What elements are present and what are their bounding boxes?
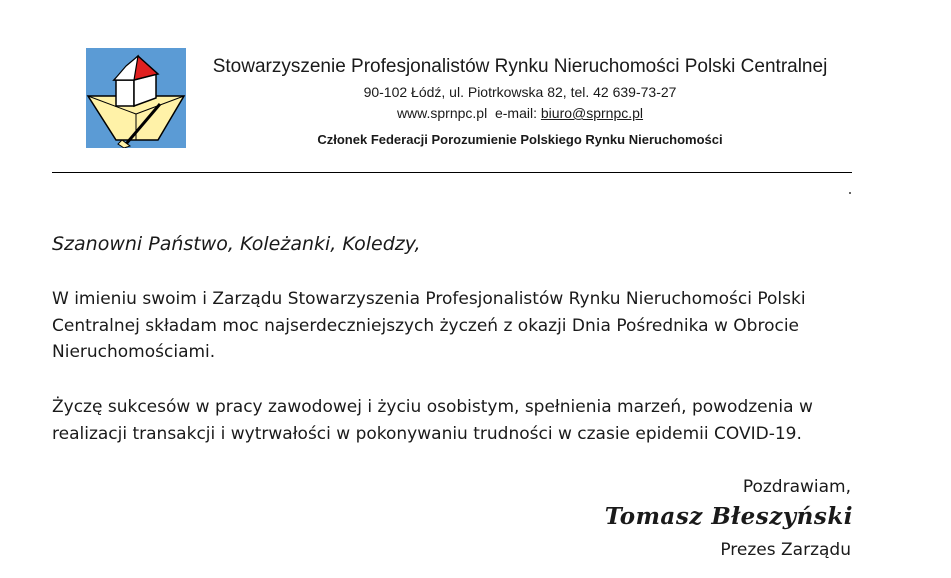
address: 90-102 Łódź, ul. Piotrkowska 82, tel. 42 639-73-27: [363, 84, 677, 100]
closing: Pozdrawiam,: [742, 477, 851, 497]
org-name: Stowarzyszenie Profesjonalistów Rynku Nieruchomości Polski Centralnej: [212, 56, 828, 77]
signature: Tomasz Błeszyński: [604, 503, 853, 530]
contact-line: [200, 105, 840, 121]
email-label: e-mail:: [494, 105, 537, 121]
logo: [86, 48, 186, 148]
membership-line: Członek Federacji Porozumienie Polskiego Rynku Nieruchomości: [317, 132, 723, 147]
greeting: Szanowni Państwo, Koleżanki, Koledzy,: [52, 233, 421, 255]
paragraph-2: Życzę sukcesów w pracy zawodowej i życiu osobistym, spełnienia marzeń, powodzenia w realizacji transakcji i wytrwałości w pokonywaniu trudności w czasie epidemii COVID-19.: [52, 397, 813, 444]
dot-mark: [849, 192, 851, 194]
header-divider: [52, 172, 852, 173]
signer-role: Prezes Zarządu: [720, 540, 851, 560]
paragraph-1: W imieniu swoim i Zarządu Stowarzyszenia Profesjonalistów Rynku Nieruchomości Polski Centralnej składam moc najserdeczniejszych życzeń z okazji Dnia Pośrednika w Obrocie Nieruchomościami.: [52, 289, 806, 362]
website-link[interactable]: www.sprnpc.pl: [396, 105, 488, 121]
email-link[interactable]: biuro@sprnpc.pl: [540, 105, 644, 121]
house-on-boat-icon: [86, 48, 186, 148]
